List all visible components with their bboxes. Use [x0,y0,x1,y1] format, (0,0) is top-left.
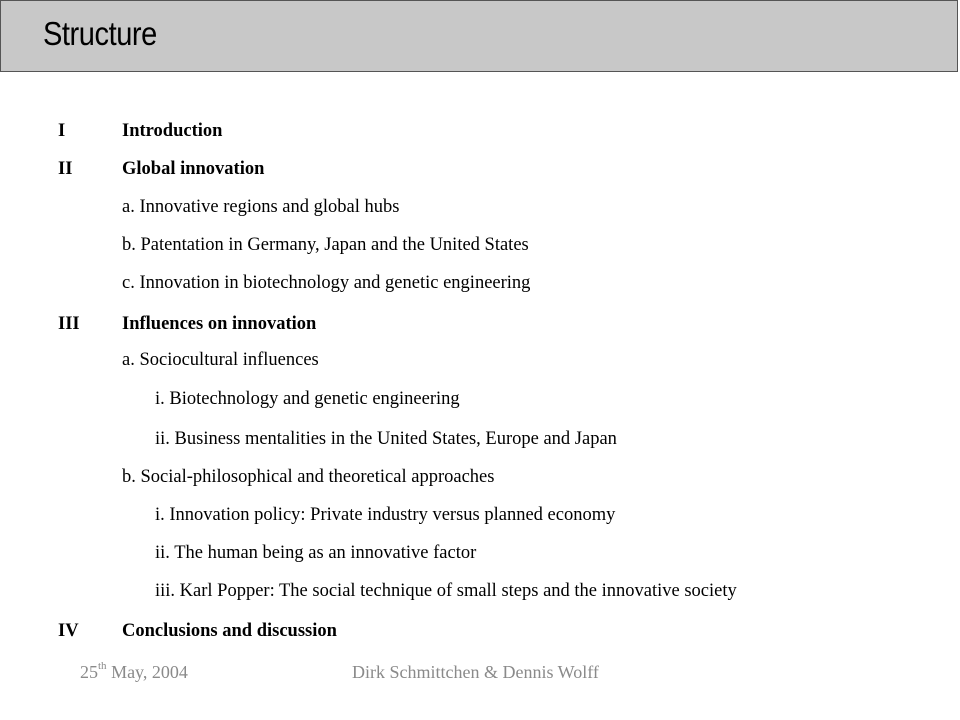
toc-text: i. Biotechnology and genetic engineering [155,389,460,409]
toc-text: i. Innovation policy: Private industry versus planned economy [155,505,616,525]
toc-number: I [58,121,66,141]
slide-title: Structure [43,15,157,52]
toc-text: ii. Business mentalities in the United States, Europe and Japan [155,429,617,449]
toc-text: a. Sociocultural influences [122,350,319,370]
footer-date-suffix: th [98,660,107,672]
toc-text: ii. The human being as an innovative factor [155,543,477,563]
toc-text: Introduction [122,121,223,141]
toc-text: b. Patentation in Germany, Japan and the United States [122,235,529,255]
toc-text: Global innovation [122,159,265,179]
footer-authors: Dirk Schmittchen & Dennis Wolff [352,662,599,682]
title-bar [0,0,958,72]
toc-text: a. Innovative regions and global hubs [122,197,400,217]
toc-text: iii. Karl Popper: The social technique of small steps and the innovative society [155,581,737,601]
footer-date-day: 25 [80,662,98,682]
toc-text: c. Innovation in biotechnology and genetic engineering [122,273,531,293]
toc-number: IV [58,621,79,641]
toc-text: Conclusions and discussion [122,621,337,641]
toc-text: b. Social-philosophical and theoretical approaches [122,467,495,487]
toc-number: III [58,314,80,334]
footer-date [80,660,188,684]
toc-text: Influences on innovation [122,314,317,334]
toc-number: II [58,159,73,179]
footer-date-rest: May, 2004 [106,662,188,682]
